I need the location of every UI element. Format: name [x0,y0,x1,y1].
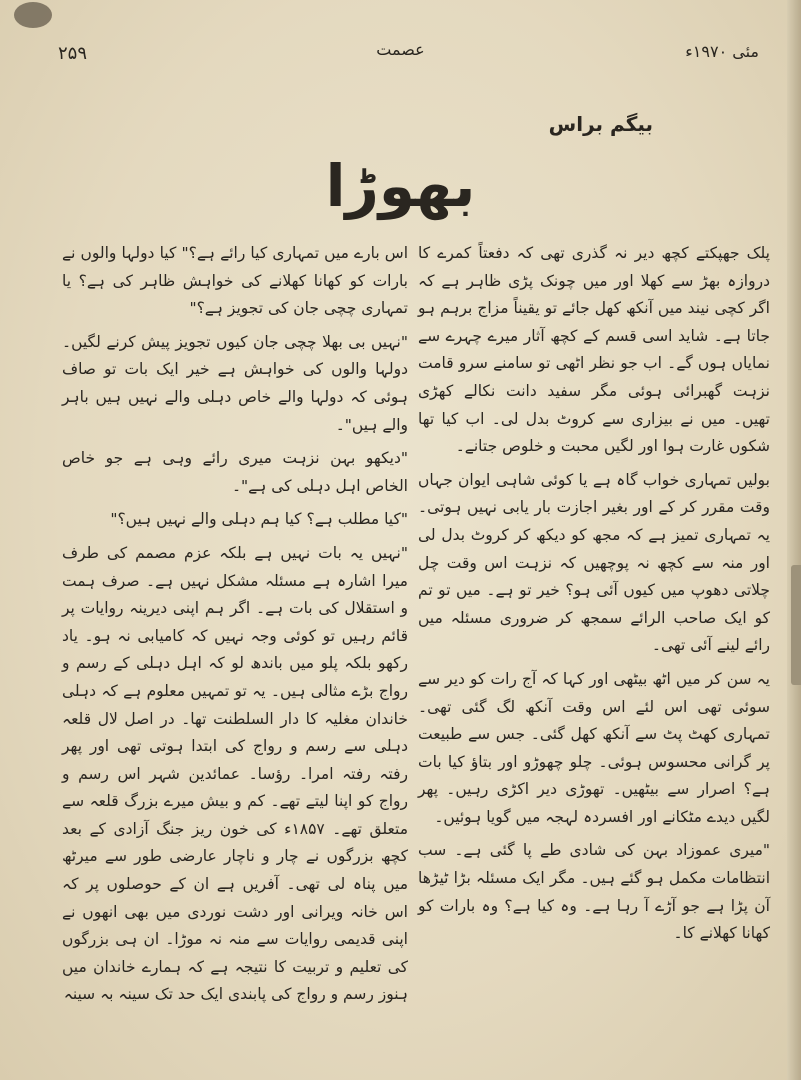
paragraph: پلک جھپکتے کچھ دیر نہ گذری تھی کہ دفعتاً کمرے کا دروازہ بھڑ سے کھلا اور میں چونک پڑی ظاہر ہے کہ اگر کچی نیند میں آنکھ کھل جائے تو یقیناً مزاج برہم ہو جاتا ہے۔ شاید اسی قسم کے کچھ آثار میرے چہرے سے نمایاں ہوں گے۔ اب جو نظر اٹھی تو سامنے سرو قامت نزہت گھبرائی ہوئی مگر سفید دانت نکالے کھڑی تھیں۔ میں نے بیزاری سے کروٹ بدل لی۔ اب کیا تھا شکوں غارت ہوا اور لگیں محبت و خلوص جتانے۔ [418,244,770,456]
paragraph: بولیں تمہاری خواب گاہ ہے یا کوئی شاہی ایوان جہاں وقت مقرر کر کے اور بغیر اجازت بار یابی نہیں ہوتی۔ یہ تمہاری تمیز ہے کہ مجھ کو دیکھ کر کروٹ بدل لی اور منہ سے کچھ نہ پوچھیں کہ نزہت اس وقت چل چلاتی دھوپ میں کیوں آئی ہو؟ خیر تو ہے۔ میں تو تم کو ایک صاحب الرائے سمجھ کر ضروری مسئلہ میں رائے لینے آئی تھی۔ [418,470,770,655]
page-number: ۲۵۹ [58,43,88,64]
paragraph: "میری عموزاد بہن کی شادی طے پا گئی ہے۔ سب انتظامات مکمل ہو گئے ہیں۔ مگر ایک مسئلہ بڑا ٹیڑھا آن پڑا ہے جو آڑے آ رہا ہے۔ وہ کیا ہے؟ وہ بارات کو کھانا کھلانے کا۔ [418,841,770,943]
paragraph: اس بارے میں تمہاری کیا رائے ہے؟" کیا دولہا والوں نے بارات کو کھانا کھلانے کی خواہش ظاہر کی ہے؟ یا تمہاری چچی جان کی تجویز ہے؟" [62,244,408,318]
left-column [62,240,408,1015]
binding-tab [791,565,801,685]
magazine-name: عصمت [376,40,425,59]
paragraph: "کیا مطلب ہے؟ کیا ہم دہلی والے نہیں ہیں؟" [110,510,408,529]
paragraph: "نہیں بی بھلا چچی جان کیوں تجویز پیش کرنے لگیں۔ دولہا والوں کی خواہش ہے خیر ایک بات تو صاف ہوئی کہ دولہا والے خاص دہلی والے نہیں ہیں باہر والے ہیں"۔ [62,332,408,434]
paragraph: "نہیں یہ بات نہیں ہے بلکہ عزم مصمم کی طرف میرا اشارہ ہے مسئلہ مشکل نہیں ہے۔ صرف ہمت و استقلال کی بات ہے۔ اگر ہم اپنی دیرینہ روایات پر قائم رہیں تو کوئی وجہ نہیں کہ کامیابی نہ ہو۔ یاد رکھو بلکہ پلو میں باندھ لو کہ اہل دہلی کے رسم و رواج بڑے مثالی ہیں۔ یہ تو تمہیں معلوم ہے کہ دہلی خاندان مغلیہ کا دار السلطنت تھا۔ در اصل لال قلعہ دہلی سے رسم و رواج کی ابتدا ہوتی تھی اور پھر رفتہ رفتہ امرا۔ رؤسا۔ عمائدین شہر اس رسم و رواج کو اپنا لیتے تھے۔ کم و بیش میرے بزرگ قلعہ سے متعلق تھے۔ ۱۸۵۷ء کی خون ریز جنگ آزادی کے بعد کچھ بزرگوں نے چار و ناچار عارضی طور سے میرٹھ میں پناہ لی تھی۔ آفریں ہے ان کے حوصلوں پر کہ اس خانہ ویرانی اور دشت نوردی میں بھی انھوں نے اپنی قدیمی روایات سے منہ نہ موڑا۔ ان ہی بزرگوں کی تعلیم و تربیت کا نتیجہ ہے کہ ہمارے خاندان میں ہنوز رسم و رواج کی پابندی ایک حد تک سینہ بہ سینہ [62,543,408,1004]
paragraph: یہ سن کر میں اٹھ بیٹھی اور کہا کہ آج رات کو دیر سے سوئی تھی اس لئے اس وقت آنکھ لگ گئی تھی۔ تمہاری کھٹ پٹ سے آنکھ کھل گئی۔ جس سے طبیعت پر گرانی محسوس ہوئی۔ چلو چھوڑو اور بتاؤ کیا بات ہے؟ اصرار سے بیٹھیں۔ تھوڑی دیر اکڑی رہیں۔ پھر لگیں دیدے مٹکانے اور افسردہ لہجہ میں گویا ہوئیں۔ [418,669,770,826]
story-title: بھوڑا [325,152,476,220]
paragraph: "دیکھو بہن نزہت میری رائے وہی ہے جو خاص الخاص اہل دہلی کی ہے"۔ [62,449,408,495]
ink-blot [14,2,52,28]
author-name: بیگم براس [548,112,653,136]
issue-date: مئی ۱۹۷۰ء [685,42,759,61]
right-column [418,240,770,954]
